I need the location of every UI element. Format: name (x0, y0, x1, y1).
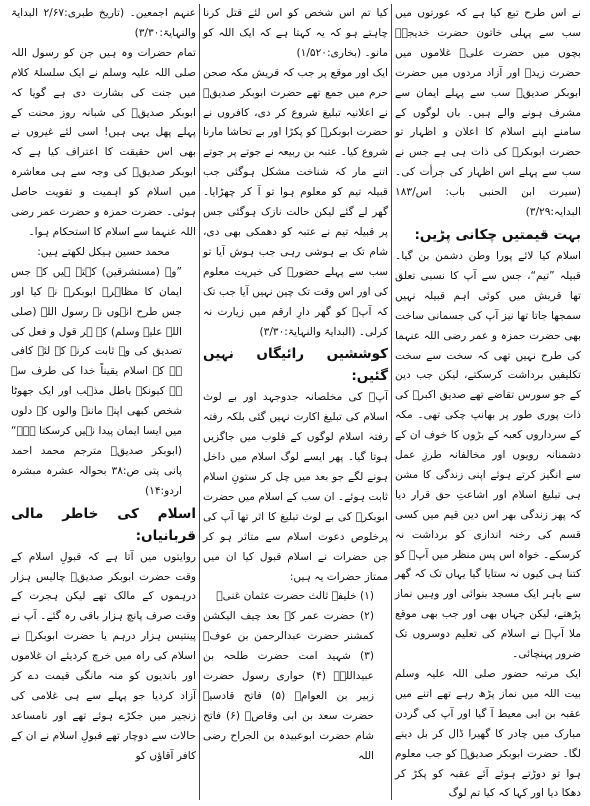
paragraph: تمام حضرات وہ ہیں جن کو رسول اللہ صلی اللہ علیہ وسلم نے ایک سلسلۂ کلام میں جنت کی بشارت دی ہے گویا کہ ابوبکر صدیقؓ کی شبانہ روز محنت کے پہلے پھل یہی ہیں! اسی لئے غیروں نے بھی اس حقیقت کا اعتراف کیا ہے کہ ابوبکر صدیقؓ کی وجہ سے ہی معاشرہ میں اسلام کو اہمیت و تقویت حاصل ہوئی۔ حضرت حمزہ و حضرت عمر رضی اللہ عنہما سے اسلام کا استحکام ہوا۔ (11, 46, 196, 238)
section-heading: بہت قیمتیں چکانی پڑیں: (414, 226, 581, 243)
paragraph: عنہم اجمعین۔ (تاریخ طبری:۲/۶۷ البدایۃ والنہایۃ:۳/۳۰) (11, 7, 196, 39)
paragraph: روایتوں میں آتا ہے کہ قبولِ اسلام کے وقت حضرت ابوبکر صدیقؓ چالیس ہزار درہموں کے مالک تھے لیکن ہجرت کے وقت صرف پانچ ہزار باقی رہ گئے۔ آپ نے پینتیس ہزار درہم یا حضرت ابوبکرؓ نے اسلام کی راہ میں خرچ کردیئے ان غلاموں اور باندیوں کو منہ مانگی قیمت دے کر آزاد کردیا جو پہلے سے ہی غلامی کی زنجیر میں جکڑے ہوئے تھے اور نامساعد حالات سے دوچار تھے قبولِ اسلام نے ان کے کافر آقاؤں کو (11, 550, 196, 762)
paragraph: آپؓ کی مخلصانہ جدوجہد اور بے لوث اسلام کی تبلیغ اکارت نہیں گئی بلکہ رفتہ رفتہ اسلام لوگوں کے قلوب میں جاگزیں ہوتا گیا۔ پھر ایسے لوگ اسلام میں داخل ہونے لگے جو بعد میں چل کر ستونِ اسلام ثابت ہوئے۔ ان سب کے اسلام میں حضرت ابوبکرؓ کی بے لوث تبلیغ کا اثر تھا آپ کی پرخلوص دعوت اسلام سے متاثر ہو کر جن حضرات نے اسلام قبول کیا ان میں ممتاز حضرات یہ ہیں: (203, 391, 388, 583)
paragraph: ایک اور موقع پر جب کہ قریش مکہ صحن حرم میں جمع تھے حضرت ابوبکر صدیقؓ نے اعلانیہ تبلیغ شروع کر دی، کافروں نے حضرت ابوبکرؓ کو پکڑا اور بے تحاشا مارنا شروع کیا۔ عتبہ بن ربیعہ نے جوتے پر جوتے اتنے مار کہ شناخت مشکل ہوگئی جب قبیلہ تیم کو معلوم ہوا تو آ کر چھڑایا۔ گھر لے گئے لیکن حالت نازک ہوگئی جس پر قبیلہ تیم نے عتبہ کو دھمکی بھی دی، شام تک بے ہوشی رہی جب ہوش آیا تو سب سے پہلے حضورؐ کی خیریت معلوم کی اور اس وقت تک چین نہیں آیا جب تک کہ آپؐ کو گھر دارِ ارقم میں زیارت نہ کرلی۔ (البدایۃ والنہایۃ:۳/۳۰) (203, 66, 388, 338)
paragraph: نے اس طرح تبع کیا ہے کہ عورتوں میں سب سے پہلی خاتون حضرت خدیجہؓ بچوں میں حضرت علیؓ غلاموں میں حضرت زیدؓ اور آزاد مردوں میں حضرت ابوبکر صدیقؓ سب سے پہلے ایمان سے مشرف ہونے والے ہیں۔ باں لوگوں کے سامنے اپنے اسلام کا اعلان و اظہار تو حضرت ابوبکرؓ کی ذات ہی ہے جس نے سب سے پہلے اس اظہار کی جرأت کی۔ (سیرت ابن الحنبی باب: اس/۱۸۳ البدایہ:۳/۲۹) (395, 7, 581, 219)
column-middle (200, 4, 392, 800)
document-page (6, 4, 584, 800)
paragraph: ایک مرتبہ حضور صلی اللہ علیہ وسلم بیت اللہ میں نماز پڑھ رہے تھے اتنے میں عقبہ بن ابی معیط آ گیا اور آپ کی گردن مبارک میں چادر کا گھیرا ڈال کر بل دینے لگا۔ حضرت ابوبکر صدیقؓ کو جب معلوم ہوا تو دوڑتے ہوئے آئے عقبہ کو پکڑ کر دھکا دیا اور کہا کہ کیا تم لوگ (395, 668, 581, 800)
column-right (392, 4, 584, 800)
column-left (8, 4, 200, 800)
quotation-block: (۱) خلیفۂ ثالث حضرت عثمان غنیؓ (216, 590, 374, 603)
section-heading: اسلام کی خاطر مالی قربانیاں: (11, 505, 196, 544)
paragraph: اسلام کیا لائے پورا وطن دشمن بن گیا۔ قبیلہ ”تیم“، جس سے آپ کا نسبی تعلق تھا قریش میں کوئی اہم قبیلہ نہیں سمجھا جاتا تھا نیز آپ کی جسمانی ساخت بھی حضرت حمزہ و عمر رضی اللہ عنہما کی طرح نہیں تھی کہ سخت سے سخت تکلیفیں برداشت کرسکتے، لیکن جب دین کے جو سورس تقاضے تھے صدیق اکبرؓ کی ذات پوری طور پر بھانپ چکی تھی۔ مکہ کے سرداروں کعبہ کے بڑوں کا خوف ان کے دشمنانہ رویوں اور مخالفانہ طرزِ عمل سے انگیز کرتے ہوئے اپنی زندگی کا مشن ہی تبلیغ اسلام اور اشاعتِ حق قرار دیا کہ پھر زندگی بھر اس دین قیم میں کسی قسم کی رخنہ اندازی کو برداشت نہ کرسکے۔ خواہ اس پس منظر میں آپؓ کو کتنا ہی کیوں نہ ستایا گیا یہاں تک کہ گھر سے باہر ایک مسجد بنوائی اور وہیں نماز پڑھتے، لیکن جہاں بھی اور جب بھی موقع ملا آپؓ نے اسلام کی تعلیم دوسروں تک ضرور پہنچائی۔ (395, 249, 581, 661)
centered-line: محمد حسین ہیکل لکھتے ہیں: (37, 245, 170, 258)
section-heading: کوششیں رائیگاں نہیں گئیں: (203, 346, 388, 385)
quotation-block: ”وہ (مستشرقین) کہتے ہیں کہ جس ایمان کا مظاہرہ ابوبکرؓ نے کیا اور جس طرح انہوں نے رسول اللہ (صلی اللہ علیہ وسلم) کے ہر قول و فعل کی تصدیق کی وہ ثابت کرنے کے لئے کافی ہے کہ اسلام یقیناً خدا کی طرف سے ہے کیونکہ باطل مذہب اور ایک جھوٹا شخص کبھی اپنے ماننے والوں کے دلوں میں ایسا ایمان پیدا نہیں کرسکتا ہے۔“ (ابوبکر صدیقؓ مترجم محمد احمد پانی پتی ص:۳۸ بحوالہ عشرہ مبشرہ اردو:۱۴) (11, 265, 182, 497)
quotation-block: (۲) حضرت عمر کے بعد چیف الیکشن کمشنر حضرت عبدالرحمن بن عوفؓ (۳) شہید امت حضرت طلحہ بن عبیداللہؓ (۴) حواری رسول حضرت زبیر بن العوامؓ (۵) فاتح قادسیہ حضرت سعد بن ابی وقاصؓ (۶) فاتح شام حضرت ابوعبیدہ بن الجراح رضی اللہ (203, 610, 375, 762)
paragraph: کیا تم اس شخص کو اس لئے قتل کرنا چاہتے ہو کہ یہ کہتا ہے کہ ایک اللہ کو مانو۔ (بخاری:۱/۵۲۰) (203, 7, 388, 59)
